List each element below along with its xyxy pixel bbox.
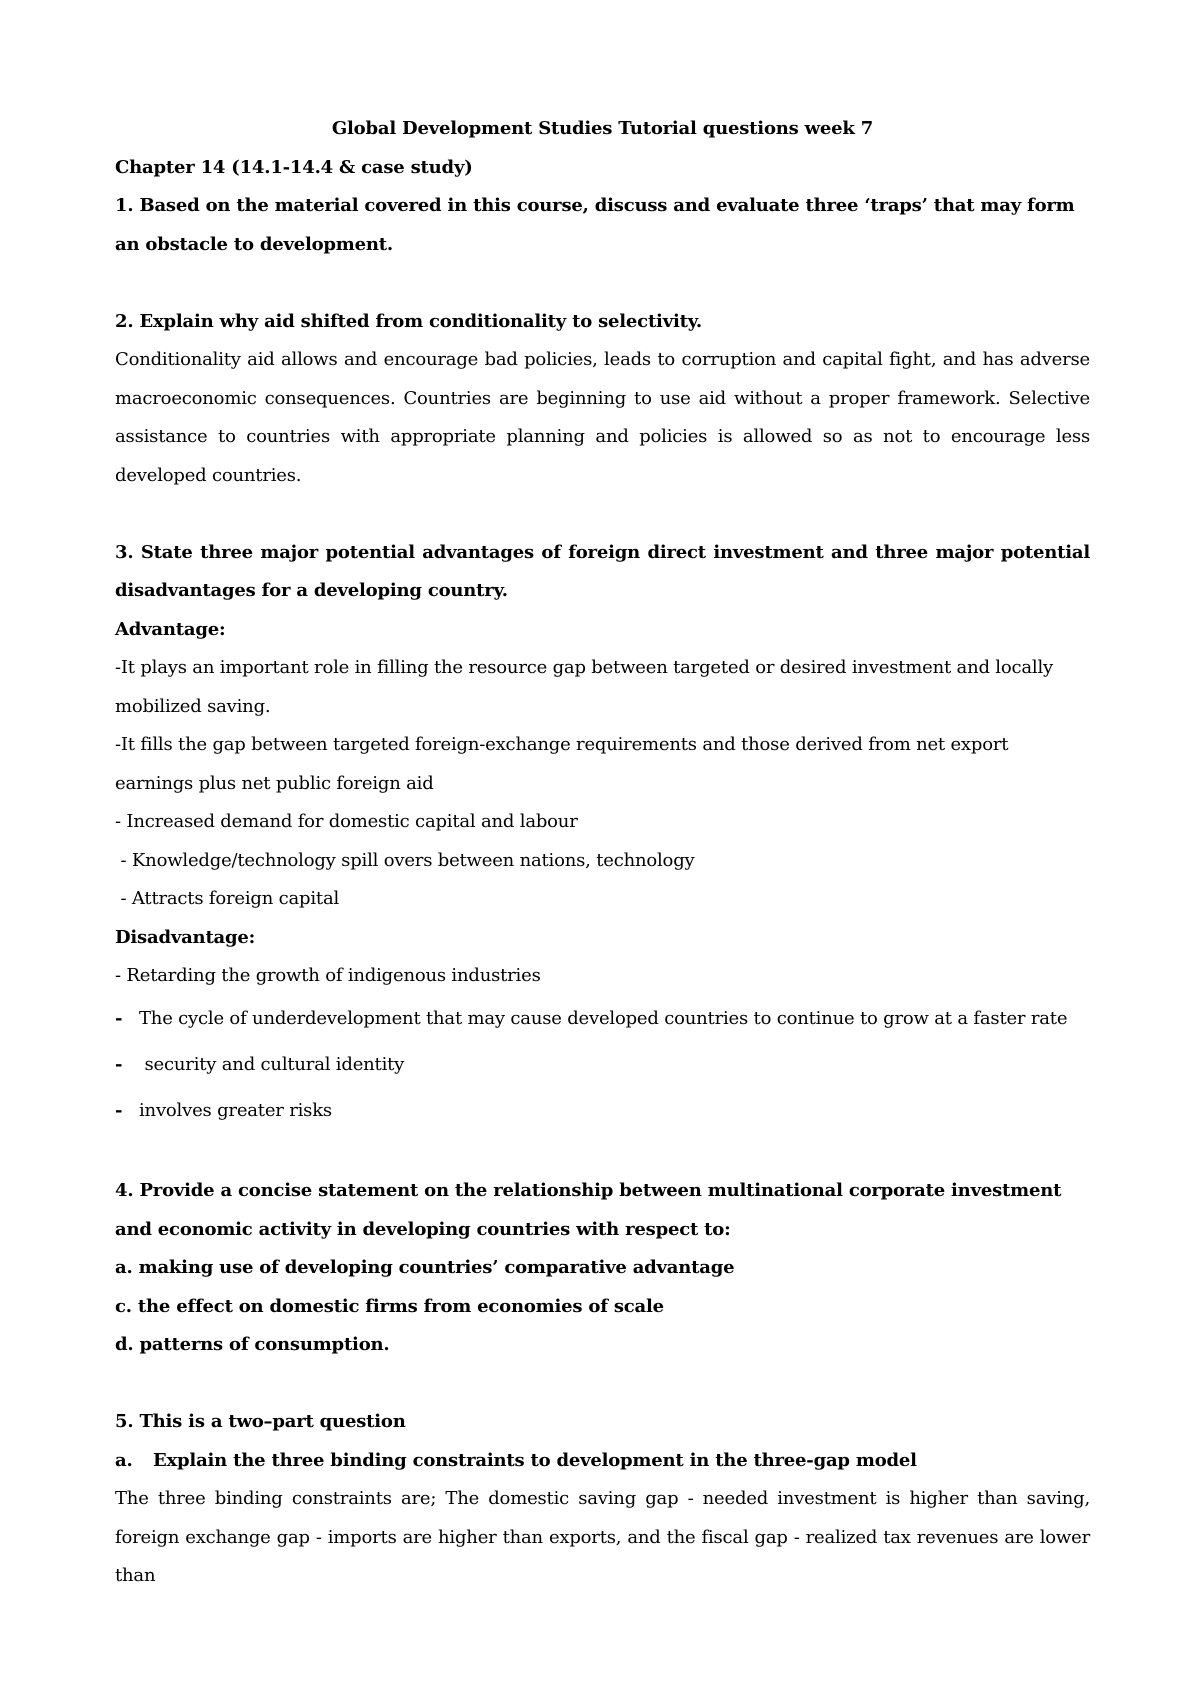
- question-4-item: a. making use of developing countries’ comparative advantage: [115, 1257, 735, 1278]
- disadvantage-item: [115, 1088, 1090, 1134]
- question-4-item: d. patterns of consumption.: [115, 1334, 390, 1355]
- question-2: 2. Explain why aid shifted from conditionality to selectivity.: [115, 310, 702, 332]
- bullet-dash: -: [115, 1007, 123, 1029]
- question-5: 5. This is a two–part question: [115, 1411, 406, 1432]
- bullet-dash: -: [115, 1099, 123, 1121]
- question-1: 1. Based on the material covered in this course, discuss and evaluate three ‘traps’ that may form an obstacle to development.: [115, 195, 1075, 255]
- part-label: a.: [115, 1449, 133, 1471]
- chapter-heading: Chapter 14 (14.1-14.4 & case study): [115, 156, 473, 178]
- question-4-item: c. the effect on domestic firms from economies of scale: [115, 1295, 664, 1317]
- answer-5: The three binding constraints are; The domestic saving gap - needed investment is higher than saving, foreign exchange gap - imports are higher than exports, and the fiscal gap - realized tax revenues are lower than: [115, 1488, 1090, 1586]
- advantage-heading: Advantage:: [115, 618, 226, 640]
- spacer: [115, 1365, 1090, 1404]
- answer-2: Conditionality aid allows and encourage bad policies, leads to corruption and capital fight, and has adverse macroeconomic consequences. Countries are beginning to use aid without a proper framework. Selective assistance to countries with appropriate planning and policies is allowed so as not to encourage less developed countries.: [115, 349, 1090, 486]
- document-title: Global Development Studies Tutorial questions week 7: [331, 118, 874, 139]
- disadvantage-item: - Retarding the growth of indigenous industries: [115, 965, 541, 986]
- advantage-item: - Increased demand for domestic capital and labour: [115, 811, 578, 832]
- spacer: [115, 1134, 1090, 1173]
- spacer: [115, 264, 1090, 303]
- disadvantage-item: [115, 1042, 1090, 1088]
- document-body: [115, 110, 1090, 1596]
- disadvantage-text: The cycle of underdevelopment that may cause developed countries to continue to grow at a faster rate: [139, 1007, 1068, 1029]
- advantage-item: -It fills the gap between targeted foreign-exchange requirements and those derived from net export earnings plus net public foreign aid: [115, 734, 1009, 794]
- advantage-item: - Attracts foreign capital: [115, 888, 340, 909]
- disadvantage-text: security and cultural identity: [139, 1053, 405, 1075]
- question-3: 3. State three major potential advantages of foreign direct investment and three major potential disadvantages for a developing country.: [115, 541, 1090, 601]
- question-5-part-a: [115, 1442, 1090, 1481]
- disadvantage-text: involves greater risks: [139, 1099, 332, 1121]
- part-text: Explain the three binding constraints to development in the three-gap model: [153, 1449, 917, 1471]
- spacer: [115, 495, 1090, 534]
- advantage-item: -It plays an important role in filling the resource gap between targeted or desired investment and locally mobilized saving.: [115, 657, 1053, 717]
- question-4: 4. Provide a concise statement on the relationship between multinational corporate investment and economic activity in developing countries with respect to:: [115, 1180, 1062, 1240]
- bullet-dash: -: [115, 1053, 123, 1075]
- disadvantage-heading: Disadvantage:: [115, 926, 256, 948]
- advantage-item: - Knowledge/technology spill overs between nations, technology: [115, 849, 695, 871]
- disadvantage-item: [115, 996, 1090, 1042]
